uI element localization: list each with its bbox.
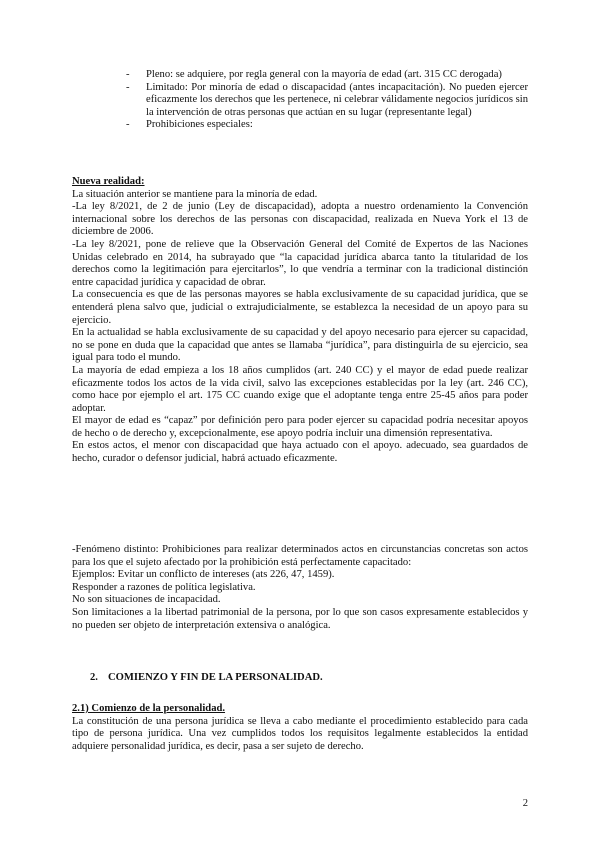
bullet-dash: - — [126, 69, 130, 80]
paragraph: En la actualidad se habla exclusivamente de su capacidad y del apoyo necesario para ejercer su capacidad, no se pone en duda que la capacidad que antes se llamaba “jurídica”, para distinguirla de su ejercicio, sea igual para todo el mundo. — [72, 327, 528, 364]
list-item — [126, 119, 528, 132]
paragraph: El mayor de edad es “capaz” por definición pero para poder ejercer su capacidad podría necesitar apoyos de hecho o de derecho y, excepcionalmente, ese apoyo podría incluir una dimensión representativa. — [72, 415, 528, 439]
list-item — [126, 69, 528, 82]
bullet-text: Limitado: Por minoría de edad o discapacidad (antes incapacitación). No pueden ejercer eficazmente los derechos que les pertenece, ni celebrar válidamente negocios jurídicos sin la intervención de otras personas que actúan en su lugar (representante legal) — [146, 81, 528, 118]
paragraph: La mayoría de edad empieza a los 18 años cumplidos (art. 240 CC) y el mayor de edad puede realizar eficazmente todos los actos de la vida civil, salvo las excepciones establecidas por la ley (art. 246 CC), como hace por ejemplo el art. 175 CC cuando exige que el adoptante tenga entre 25-45 años para poder adoptar. — [72, 364, 528, 414]
fenomeno-section — [72, 544, 528, 632]
paragraph: La consecuencia es que de las personas mayores se habla exclusivamente de su capacidad jurídica, que se entenderá plena salvo que, judicial o extrajudicialmente, se establezca la necesidad de un apoyo para su ejercicio. — [72, 289, 528, 326]
bullet-dash: - — [126, 81, 130, 93]
bullet-text: Prohibiciones especiales: — [146, 119, 253, 131]
bullet-list — [126, 69, 528, 132]
section-title-text: COMIENZO Y FIN DE LA PERSONALIDAD. — [108, 672, 323, 683]
bullet-text: Pleno: se adquiere, por regla general con la mayoría de edad (art. 315 CC derogada) — [146, 69, 502, 80]
paragraph: -Fenómeno distinto: Prohibiciones para realizar determinados actos en circunstancias concretas son actos para los que el sujeto afectado por la prohibición está perfectamente capacitado: — [72, 544, 528, 568]
paragraph: Responder a razones de política legislativa. — [72, 581, 256, 593]
section-heading: Nueva realidad: — [72, 176, 145, 187]
section-number: 2. — [90, 672, 98, 683]
subsection-title: 2.1) Comienzo de la personalidad. — [72, 703, 226, 714]
nueva-realidad-section — [72, 176, 528, 466]
paragraph: -La ley 8/2021, de 2 de junio (Ley de discapacidad), adopta a nuestro ordenamiento la Convención internacional sobre los derechos de las personas con discapacidad, realizada en Nueva York el 13 de diciembre de 2006. — [72, 201, 528, 238]
paragraph: Son limitaciones a la libertad patrimonial de la persona, por lo que son casos expresamente establecidos y no pueden ser objeto de interpretación extensiva o analógica. — [72, 606, 528, 631]
page-number: 2 — [522, 798, 528, 809]
list-item — [126, 82, 528, 120]
paragraph: -La ley 8/2021, pone de relieve que la Observación General del Comité de Expertos de las Naciones Unidas celebrado en 2014, ha subrayado que “la capacidad jurídica abarca tanto la titularidad de los derechos como la legitimación para ejercitarlos”, lo que vendría a terminar con la tradicional distinción entre capacidad jurídica y capacidad de obrar. — [72, 238, 528, 288]
paragraph: La situación anterior se mantiene para la minoría de edad. — [72, 188, 318, 200]
paragraph: En estos actos, el menor con discapacidad que haya actuado con el apoyo. adecuado, sea guardados de hecho, curador o defensor judicial, habrá actuado eficazmente. — [72, 440, 528, 465]
paragraph: La constitución de una persona jurídica se lleva a cabo mediante el procedimiento establecido para cada tipo de persona jurídica. Una vez cumplidos todos los requisitos legalmente establecidos la entidad adquiere personalidad jurídica, es decir, pasa a ser sujeto de derecho. — [72, 715, 528, 752]
section-title — [90, 672, 323, 685]
paragraph: Ejemplos: Evitar un conflicto de intereses (ats 226, 47, 1459). — [72, 569, 335, 581]
bullet-dash: - — [126, 119, 130, 131]
subsection — [72, 703, 528, 753]
paragraph: No son situaciones de incapacidad. — [72, 594, 221, 606]
